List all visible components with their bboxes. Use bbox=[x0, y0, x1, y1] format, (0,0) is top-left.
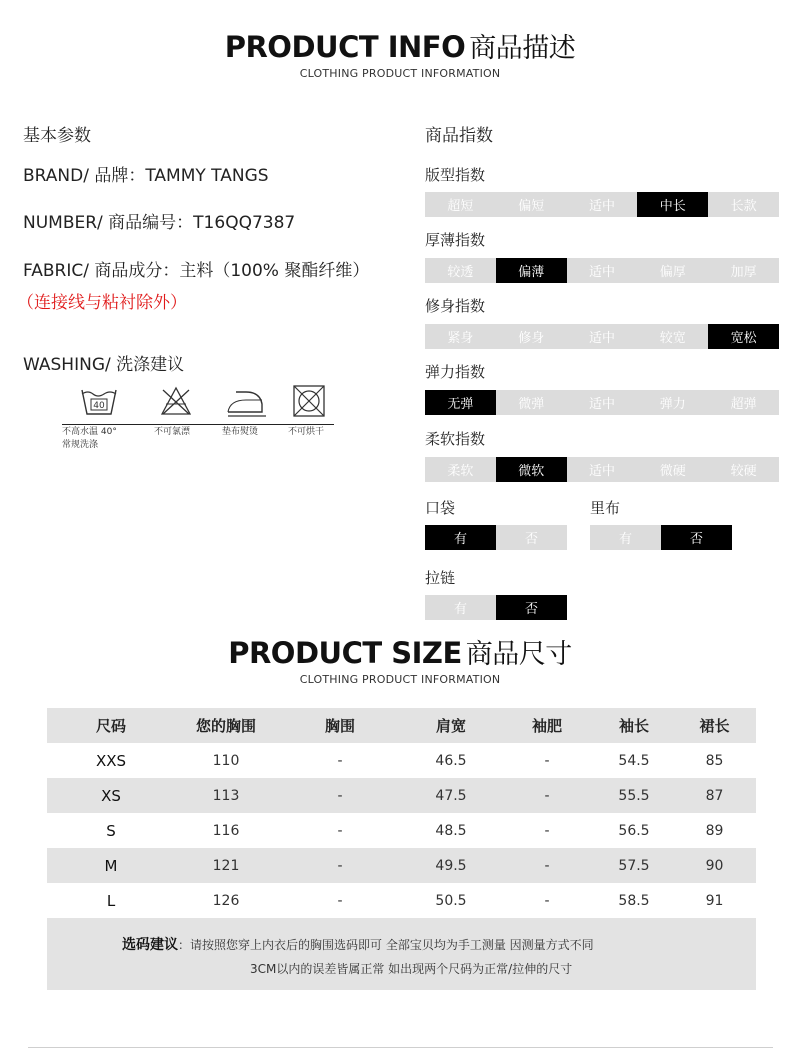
table-row bbox=[47, 848, 756, 883]
thickness-index-scale-option: 较透 bbox=[425, 258, 496, 283]
table-row bbox=[47, 743, 756, 778]
thickness-index-scale-option: 加厚 bbox=[708, 258, 779, 283]
col-sleeve-length: 袖长 bbox=[595, 708, 673, 743]
brand-text: BRAND/ 品牌：TAMMY TANGS bbox=[23, 166, 269, 186]
softness-index-scale-option: 较硬 bbox=[708, 457, 779, 482]
lining-scale bbox=[590, 525, 732, 550]
pocket-scale bbox=[425, 525, 567, 550]
fabric-text: FABRIC/ 商品成分：主料（100% 聚酯纤维） bbox=[23, 261, 370, 281]
slim-index-scale-option: 适中 bbox=[567, 324, 638, 349]
table-cell: 89 bbox=[705, 822, 724, 839]
table-cell: - bbox=[277, 848, 403, 883]
slim-index-scale-option: 较宽 bbox=[637, 324, 708, 349]
pocket-scale-option-selected: 有 bbox=[425, 525, 496, 550]
thickness-index-scale-option-selected: 偏薄 bbox=[496, 258, 567, 283]
index-heading: 商品指数 bbox=[425, 126, 493, 146]
table-cell: 54.5 bbox=[618, 752, 650, 769]
wash-label-40: 不高水温 40° bbox=[62, 427, 117, 437]
number-text: NUMBER/ 商品编号：T16QQ7387 bbox=[23, 213, 296, 233]
table-cell: - bbox=[544, 752, 550, 769]
table-cell: - bbox=[499, 848, 595, 883]
product-size-header bbox=[0, 632, 800, 686]
table-cell: 46.5 bbox=[435, 752, 467, 769]
product-info-title-cn: 商品描述 bbox=[469, 33, 576, 64]
table-cell: 56.5 bbox=[618, 822, 650, 839]
product-size-title: PRODUCT SIZE 商品尺寸 bbox=[228, 636, 572, 670]
table-row bbox=[47, 883, 756, 918]
thickness-index-scale-option: 适中 bbox=[567, 258, 638, 283]
wash-label-no-bleach: 不可氯漂 bbox=[154, 427, 191, 437]
no-bleach-icon bbox=[154, 382, 204, 418]
zipper-scale-option: 有 bbox=[425, 595, 496, 620]
table-cell: - bbox=[337, 752, 343, 769]
table-cell: 87 bbox=[673, 778, 756, 813]
lining-scale-option-selected: 否 bbox=[661, 525, 732, 550]
basic-params-heading: 基本参数 bbox=[23, 126, 91, 146]
col-skirt-length: 裙长 bbox=[673, 708, 756, 743]
table-cell: 57.5 bbox=[595, 848, 673, 883]
table-cell: 113 bbox=[175, 778, 277, 813]
stretch-index-scale bbox=[425, 390, 779, 415]
wash-item-iron bbox=[222, 382, 294, 439]
table-cell: 49.5 bbox=[403, 848, 499, 883]
col-size: 尺码 bbox=[47, 708, 175, 743]
softness-index-title: 柔软指数 bbox=[425, 430, 486, 448]
stretch-index-scale-option: 微弹 bbox=[496, 390, 567, 415]
fit-index-scale-option-selected: 中长 bbox=[637, 192, 708, 217]
slim-index-scale bbox=[425, 324, 779, 349]
stretch-index-title: 弹力指数 bbox=[425, 363, 486, 381]
size-table-header bbox=[47, 708, 756, 743]
col-sleeve-width: 袖肥 bbox=[499, 708, 595, 743]
col-shoulder: 肩宽 bbox=[403, 708, 499, 743]
product-info-header bbox=[0, 26, 800, 80]
size-advice-line2: 3CM以内的误差皆属正常 如出现两个尺码为正常/拉伸的尺寸 bbox=[250, 962, 573, 976]
table-cell: - bbox=[337, 892, 343, 909]
wash-item-no-tumble-dry bbox=[288, 382, 360, 439]
softness-index-scale bbox=[425, 457, 779, 482]
iron-icon bbox=[222, 382, 272, 418]
fit-index-scale-option: 偏短 bbox=[496, 192, 567, 217]
table-cell: XXS bbox=[95, 751, 127, 770]
softness-index-scale-option: 适中 bbox=[567, 457, 638, 482]
lining-title: 里布 bbox=[590, 499, 621, 517]
col-bust: 胸围 bbox=[277, 708, 403, 743]
wash-label-no-tumble-dry: 不可烘干 bbox=[288, 427, 325, 437]
size-advice-label: 选码建议 bbox=[122, 937, 178, 953]
thickness-index-title: 厚薄指数 bbox=[425, 231, 486, 249]
slim-index-scale-option-selected: 宽松 bbox=[708, 324, 779, 349]
slim-index-scale-option: 修身 bbox=[496, 324, 567, 349]
table-cell: M bbox=[47, 848, 175, 883]
wash-item-40 bbox=[62, 382, 134, 452]
table-cell: 85 bbox=[705, 752, 724, 769]
stretch-index-scale-option: 弹力 bbox=[637, 390, 708, 415]
table-cell: 110 bbox=[212, 752, 240, 769]
table-cell: XS bbox=[47, 778, 175, 813]
softness-index-scale-option-selected: 微软 bbox=[496, 457, 567, 482]
col-your-bust: 您的胸围 bbox=[175, 708, 277, 743]
table-cell: 55.5 bbox=[595, 778, 673, 813]
table-cell: 47.5 bbox=[403, 778, 499, 813]
stretch-index-scale-option: 适中 bbox=[567, 390, 638, 415]
fit-index-scale bbox=[425, 192, 779, 217]
stretch-index-scale-option-selected: 无弹 bbox=[425, 390, 496, 415]
size-advice-box bbox=[47, 918, 756, 990]
zipper-scale bbox=[425, 595, 567, 620]
fit-index-title: 版型指数 bbox=[425, 166, 486, 184]
table-cell: - bbox=[544, 822, 550, 839]
table-cell: L bbox=[106, 891, 116, 910]
table-cell: 126 bbox=[212, 892, 240, 909]
svg-text:40: 40 bbox=[93, 401, 105, 411]
no-tumble-dry-icon bbox=[288, 382, 338, 418]
table-row bbox=[47, 813, 756, 848]
table-cell: 58.5 bbox=[618, 892, 650, 909]
table-cell: 121 bbox=[175, 848, 277, 883]
table-cell: 91 bbox=[705, 892, 724, 909]
stretch-index-scale-option: 超弹 bbox=[708, 390, 779, 415]
wash-label-40-sub: 常规洗涤 bbox=[62, 440, 99, 450]
fit-index-scale-option: 适中 bbox=[567, 192, 638, 217]
table-cell: - bbox=[337, 822, 343, 839]
table-cell: - bbox=[277, 778, 403, 813]
table-cell: S bbox=[106, 821, 116, 840]
product-info-title: PRODUCT INFO 商品描述 bbox=[224, 30, 576, 64]
slim-index-title: 修身指数 bbox=[425, 297, 486, 315]
thickness-index-scale-option: 偏厚 bbox=[637, 258, 708, 283]
table-cell: 116 bbox=[212, 822, 240, 839]
bottom-divider bbox=[28, 1047, 773, 1048]
thickness-index-scale bbox=[425, 258, 779, 283]
pocket-scale-option: 否 bbox=[496, 525, 567, 550]
wash-40-icon bbox=[62, 382, 122, 418]
fit-index-scale-option: 超短 bbox=[425, 192, 496, 217]
table-cell: - bbox=[499, 778, 595, 813]
table-cell: - bbox=[544, 892, 550, 909]
table-cell: 48.5 bbox=[435, 822, 467, 839]
product-size-title-cn: 商品尺寸 bbox=[465, 639, 572, 670]
size-table bbox=[47, 708, 756, 918]
washing-heading: WASHING/ 洗涤建议 bbox=[23, 355, 185, 375]
table-row bbox=[47, 778, 756, 813]
softness-index-scale-option: 柔软 bbox=[425, 457, 496, 482]
table-cell: 50.5 bbox=[435, 892, 467, 909]
zipper-title: 拉链 bbox=[425, 569, 456, 587]
table-cell: 90 bbox=[673, 848, 756, 883]
pocket-title: 口袋 bbox=[425, 499, 456, 517]
fabric-note: （连接线与粘衬除外） bbox=[17, 293, 187, 313]
size-advice-line1: 选码建议：请按照您穿上内衣后的胸围选码即可 全部宝贝均为手工测量 因测量方式不同 bbox=[122, 937, 594, 953]
product-info-subtitle: CLOTHING PRODUCT INFORMATION bbox=[299, 67, 501, 80]
softness-index-scale-option: 微硬 bbox=[637, 457, 708, 482]
lining-scale-option: 有 bbox=[590, 525, 661, 550]
fit-index-scale-option: 长款 bbox=[708, 192, 779, 217]
slim-index-scale-option: 紧身 bbox=[425, 324, 496, 349]
wash-item-no-bleach bbox=[154, 382, 226, 439]
zipper-scale-option-selected: 否 bbox=[496, 595, 567, 620]
product-size-subtitle: CLOTHING PRODUCT INFORMATION bbox=[299, 673, 501, 686]
wash-label-iron: 垫布熨烫 bbox=[222, 427, 259, 437]
